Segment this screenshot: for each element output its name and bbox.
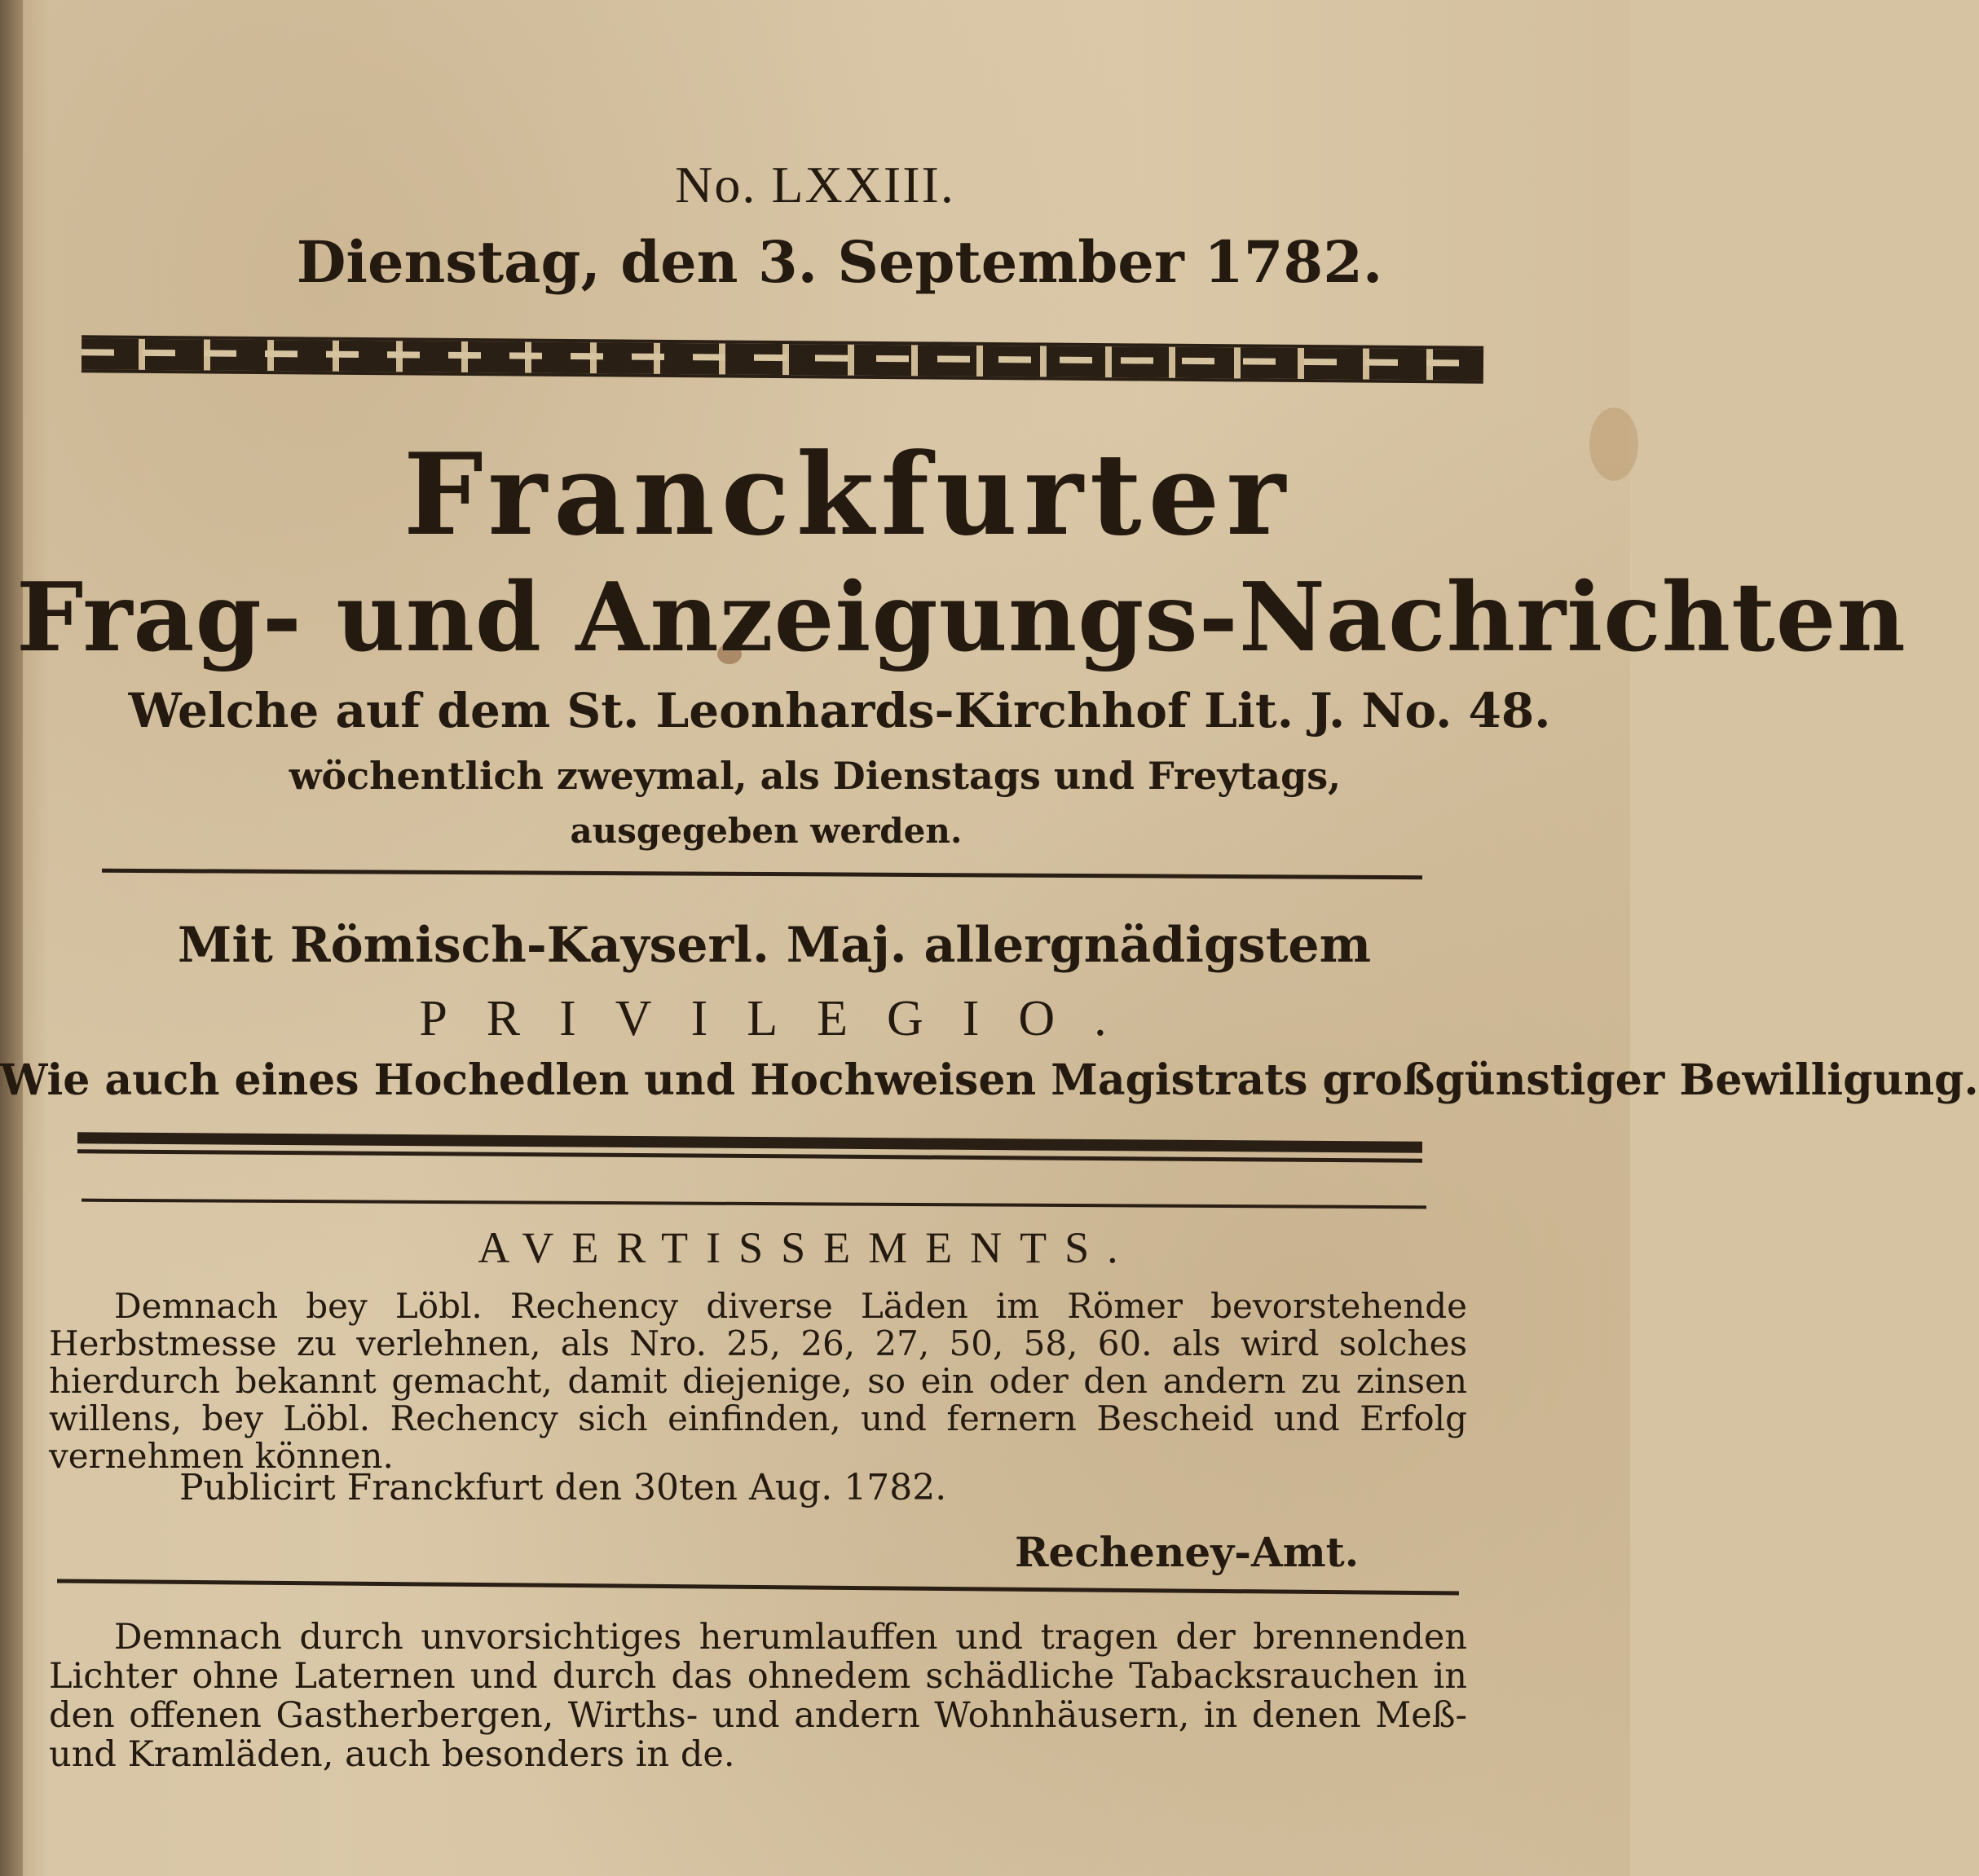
divider-rule [102, 869, 1422, 879]
publication-schedule: wöchentlich zweymal, als Dienstags und Freytags, [289, 754, 1342, 798]
advertisement-signature: Recheney-Amt. [1015, 1528, 1360, 1576]
divider-rule [82, 1199, 1426, 1209]
advertisement-text: Demnach durch unvorsichtiges herumlauffen und tragen der brennenden Lichter ohne Laternen und durch das ohnedem schädliche Tabacksrauchen in den offenen Gastherbergen, Wirths- und andern Wohnhäusern, in denen Meß- und Kramläden, auch besonders in de. [49, 1617, 1467, 1775]
privilege-approval: Wie auch eines Hochedlen und Hochweisen Magistrats großgünstiger Bewilligung. [0, 1055, 1979, 1105]
issue-number: No. LXXIII. [675, 156, 955, 214]
masthead-subtitle: Frag- und Anzeigungs-Nachrichten [16, 562, 1906, 673]
advertisement-text: Demnach bey Löbl. Rechency diverse Läden im Römer bevorstehende Herbstmesse zu verlehnen, als Nro. 25, 26, 27, 50, 58, 60. als wird solches hierdurch bekannt gemacht, damit diejenige, so ein oder den andern zu zinsen willens, bey Löbl. Rechency sich einfinden, und fernern Bescheid und Erfolg vernehmen können. [49, 1286, 1467, 1476]
divider-rule [57, 1579, 1459, 1595]
publication-address: Welche auf dem St. Leonhards-Kirchhof Lit. J. No. 48. [128, 683, 1551, 738]
publication-notice: Publicirt Franckfurt den 30ten Aug. 1782. [179, 1467, 947, 1508]
issue-date: Dienstag, den 3. September 1782. [296, 228, 1383, 296]
heavy-divider-rule [77, 1132, 1422, 1153]
publication-note: ausgegeben werden. [570, 811, 963, 851]
privilege-line: Mit Römisch-Kayserl. Maj. allergnädigstem [177, 917, 1372, 974]
masthead-title: Franckfurter [403, 428, 1293, 561]
privilege-heading: PRIVILEGIO. [419, 991, 1146, 1046]
ornamental-border [82, 335, 1483, 384]
section-title: AVERTISSEMENTS. [478, 1223, 1136, 1272]
